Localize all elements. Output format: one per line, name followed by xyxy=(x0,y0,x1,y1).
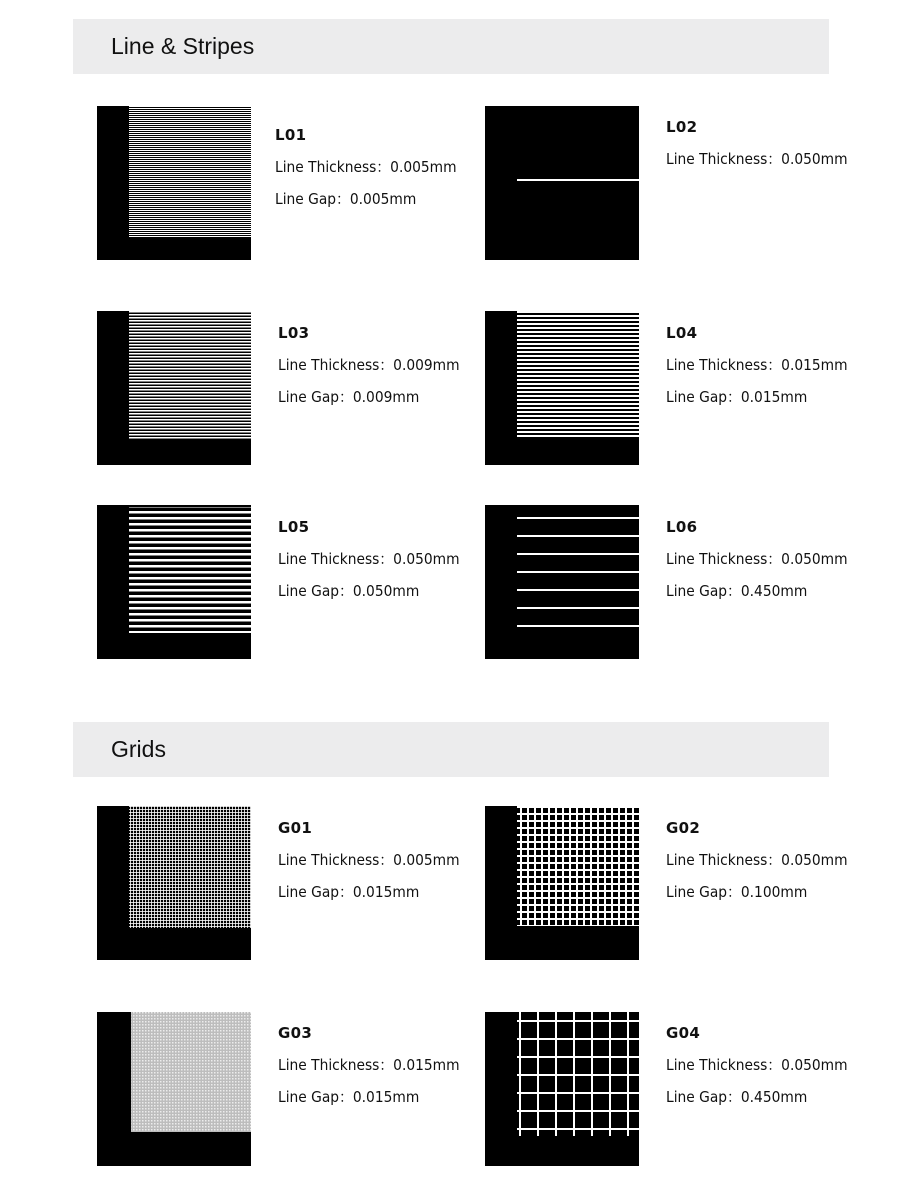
thickness-value: 0.050mm xyxy=(781,851,848,869)
pattern-swatch-g04 xyxy=(485,1012,639,1166)
item-info-l01 xyxy=(275,126,472,215)
gap-row: Line Gap：0.450mm xyxy=(666,582,808,600)
item-code: G01 xyxy=(278,819,313,837)
item-code: G03 xyxy=(278,1024,313,1042)
thickness-row: Line Thickness：0.050mm xyxy=(666,550,848,568)
gap-row: Line Gap：0.100mm xyxy=(666,883,808,901)
gap-value: 0.100mm xyxy=(740,883,808,901)
item-info-g02 xyxy=(666,819,863,908)
item-info-l06 xyxy=(666,518,863,607)
thickness-row: Line Thickness：0.005mm xyxy=(275,158,457,176)
pattern-swatch-l04 xyxy=(485,311,639,465)
gap-row: Line Gap：0.005mm xyxy=(275,190,417,208)
gap-row: Line Gap：0.015mm xyxy=(278,883,420,901)
thickness-value: 0.009mm xyxy=(393,356,460,374)
item-code: L05 xyxy=(278,518,310,536)
item-code: L02 xyxy=(666,118,698,136)
item-code: L03 xyxy=(278,324,310,342)
thickness-row: Line Thickness：0.050mm xyxy=(666,150,848,168)
item-code: L06 xyxy=(666,518,698,536)
thickness-row: Line Thickness：0.050mm xyxy=(666,1056,848,1074)
item-code: G04 xyxy=(666,1024,701,1042)
gap-value: 0.050mm xyxy=(352,582,420,600)
gap-value: 0.015mm xyxy=(352,883,420,901)
thickness-value: 0.050mm xyxy=(781,550,848,568)
pattern-swatch-l06 xyxy=(485,505,639,659)
gap-row: Line Gap：0.015mm xyxy=(278,1088,420,1106)
gap-row: Line Gap：0.050mm xyxy=(278,582,420,600)
pattern-swatch-l01 xyxy=(97,106,251,260)
item-code: L04 xyxy=(666,324,698,342)
thickness-value: 0.050mm xyxy=(393,550,460,568)
item-info-g03 xyxy=(278,1024,475,1113)
gap-value: 0.015mm xyxy=(352,1088,420,1106)
pattern-swatch-g02 xyxy=(485,806,639,960)
item-info-l05 xyxy=(278,518,475,607)
item-code: G02 xyxy=(666,819,701,837)
item-info-g01 xyxy=(278,819,475,908)
section-title: Grids xyxy=(111,736,166,762)
gap-value: 0.450mm xyxy=(740,582,808,600)
thickness-value: 0.050mm xyxy=(781,150,848,168)
thickness-value: 0.005mm xyxy=(390,158,457,176)
gap-value: 0.005mm xyxy=(349,190,417,208)
item-info-l02 xyxy=(666,118,863,175)
pattern-swatch-l05 xyxy=(97,505,251,659)
thickness-row: Line Thickness：0.050mm xyxy=(278,550,460,568)
item-info-l04 xyxy=(666,324,863,413)
gap-row: Line Gap：0.450mm xyxy=(666,1088,808,1106)
pattern-swatch-l03 xyxy=(97,311,251,465)
thickness-row: Line Thickness：0.050mm xyxy=(666,851,848,869)
thickness-row: Line Thickness：0.015mm xyxy=(278,1056,460,1074)
thickness-value: 0.015mm xyxy=(393,1056,460,1074)
section-title: Line & Stripes xyxy=(111,33,255,59)
item-code: L01 xyxy=(275,126,307,144)
pattern-swatch-g03 xyxy=(97,1012,251,1166)
gap-row: Line Gap：0.015mm xyxy=(666,388,808,406)
item-info-l03 xyxy=(278,324,475,413)
pattern-swatch-g01 xyxy=(97,806,251,960)
pattern-swatch-l02 xyxy=(485,106,639,260)
thickness-value: 0.015mm xyxy=(781,356,848,374)
gap-row: Line Gap：0.009mm xyxy=(278,388,420,406)
thickness-row: Line Thickness：0.005mm xyxy=(278,851,460,869)
section-header-grids xyxy=(73,722,829,777)
thickness-row: Line Thickness：0.015mm xyxy=(666,356,848,374)
thickness-row: Line Thickness：0.009mm xyxy=(278,356,460,374)
gap-value: 0.450mm xyxy=(740,1088,808,1106)
gap-value: 0.009mm xyxy=(352,388,420,406)
thickness-value: 0.005mm xyxy=(393,851,460,869)
thickness-value: 0.050mm xyxy=(781,1056,848,1074)
gap-value: 0.015mm xyxy=(740,388,808,406)
section-header-lines xyxy=(73,19,829,74)
item-info-g04 xyxy=(666,1024,863,1113)
